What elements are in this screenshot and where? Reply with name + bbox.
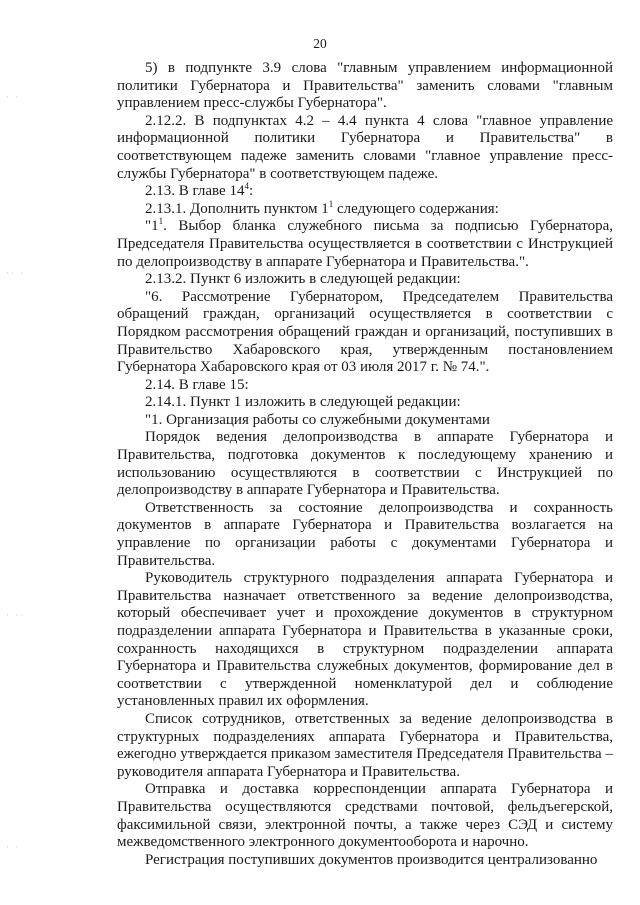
paragraph-text: : — [248, 183, 254, 200]
paragraph: Отправка и доставка корреспонденции аппарата Губернатора и Правительства осуществляются средствами почтовой, фельдъегерской, факсимильной связи, электронной почты, а также через СЭД и систему межведомственного электронного документооборота и нарочно. — [117, 781, 613, 851]
scan-artifact: ·· · — [6, 268, 26, 278]
paragraph-text: 2.13.1. Дополнить пунктом 1 — [145, 200, 329, 217]
scan-artifact: · · — [6, 92, 21, 102]
superscript: 1 — [158, 216, 164, 227]
document-body — [117, 60, 613, 869]
paragraph: 2.14. В главе 15: — [145, 376, 249, 393]
paragraph: Порядок ведения делопроизводства в аппарате Губернатора и Правительства, подготовка документов к последующему хранению и использованию осуществляются в соответствии с Инструкцией по делопроизводству в аппарате Губернатора и Правительства. — [117, 429, 613, 499]
paragraph: 5) в подпункте 3.9 слова "главным управлением информационной политики Губернатора и Правительства" заменить словами "главным управлением пресс-службы Губернатора". — [117, 60, 613, 112]
scan-artifact: · · — [6, 842, 21, 852]
paragraph: Список сотрудников, ответственных за ведение делопроизводства в структурных подразделениях аппарата Губернатора и Правительства, ежегодно утверждается приказом заместителя Председателя Правительства – руководителя аппарата Губернатора и Правительства. — [117, 710, 613, 780]
paragraph — [117, 218, 613, 271]
paragraph: 2.13.2. Пункт 6 изложить в следующей редакции: — [145, 271, 461, 288]
paragraph — [117, 183, 613, 201]
superscript: 1 — [328, 198, 334, 209]
paragraph: Регистрация поступивших документов производится централизованно — [145, 851, 598, 868]
page-number: 20 — [313, 36, 327, 51]
paragraph: Ответственность за состояние делопроизводства и сохранность документов в аппарате Губернатора и Правительства возлагается на управление по организации работы с документами Губернатора и Правительства. — [117, 499, 613, 569]
paragraph-text: "1 — [145, 218, 159, 235]
scan-artifact: · ·· — [6, 610, 26, 620]
paragraph: 2.12.2. В подпунктах 4.2 – 4.4 пункта 4 слова "главное управление информационной политики Губернатора и Правительства" в соответствующем падеже заменить словами "главное управление пресс-службы Губернатора" в соответствующем падеже. — [117, 112, 613, 182]
paragraph-text: 2.13. В главе 14 — [145, 183, 245, 200]
superscript: 4 — [244, 181, 249, 192]
paragraph: Руководитель структурного подразделения аппарата Губернатора и Правительства назначает ответственного за ведение делопроизводства, который обеспечивает учет и прохождение документов в структурном подразделении аппарата Губернатора и Правительства в указанные сроки, сохранность находящихся в структурном подразделении аппарата Губернатора и Правительства служебных документов, формирование дел в соответствии с утвержденной номенклатурой дел и соблюдение установленных правил их оформления. — [117, 570, 613, 710]
paragraph — [117, 198, 613, 219]
paragraph-text: . Выбор бланка служебного письма за подписью Губернатора, Председателя Правительства осуществляется в соответствии с Инструкцией по делопроизводству в аппарате Губернатора и Правительства.". — [117, 218, 613, 270]
paragraph: "6. Рассмотрение Губернатором, Председателем Правительства обращений граждан, организаций осуществляется в соответствии с Порядком рассмотрения обращений граждан и организаций, поступивших в Правительство Хабаровского края, утвержденным постановлением Губернатора Хабаровского края от 03 июля 2017 г. № 74.". — [117, 288, 613, 376]
paragraph-text: следующего содержания: — [333, 200, 499, 217]
paragraph: "1. Организация работы со служебными документами — [145, 411, 490, 428]
paragraph: 2.14.1. Пункт 1 изложить в следующей редакции: — [145, 394, 461, 411]
